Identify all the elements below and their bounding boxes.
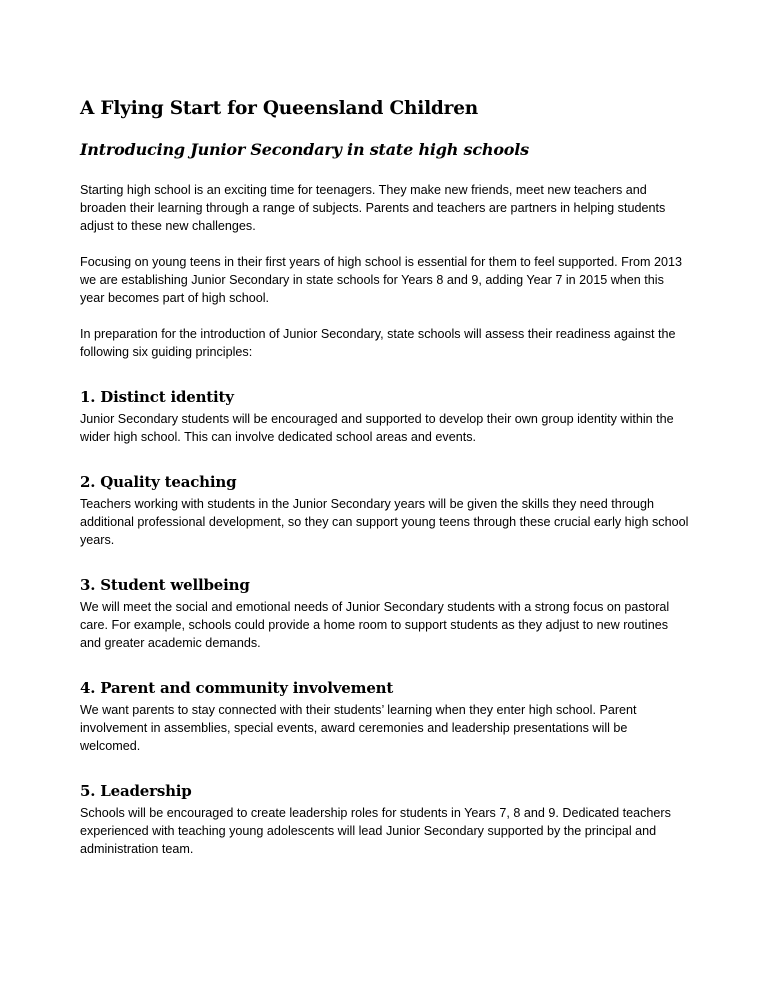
document-page	[80, 98, 690, 858]
section-heading: 5. Leadership	[80, 782, 192, 801]
section-body: We will meet the social and emotional needs of Junior Secondary students with a strong focus on pastoral care. For example, schools could provide a home room to support students as they adjust to new routines and greater academic demands.	[80, 600, 670, 651]
document-title: A Flying Start for Queensland Children	[80, 98, 479, 119]
section-heading: 2. Quality teaching	[80, 473, 237, 492]
section-body: We want parents to stay connected with their students’ learning when they enter high school. Parent involvement in assemblies, special events, award ceremonies and leadership presentations will be welcomed.	[80, 703, 637, 754]
section-quality-teaching	[80, 473, 690, 549]
section-heading: 4. Parent and community involvement	[80, 679, 394, 698]
intro-paragraph-2: Focusing on young teens in their first years of high school is essential for them to feel supported. From 2013 we are establishing Junior Secondary in state schools for Years 8 and 9, adding Year 7 in 2015 when this year becomes part of high school.	[80, 255, 683, 306]
section-student-wellbeing	[80, 576, 690, 652]
section-body: Teachers working with students in the Junior Secondary years will be given the skills they need through additional professional development, so they can support young teens through these crucial early high school years.	[80, 497, 689, 548]
section-parent-community-involvement	[80, 679, 690, 755]
intro-paragraph-1: Starting high school is an exciting time for teenagers. They make new friends, meet new teachers and broaden their learning through a range of subjects. Parents and teachers are partners in helping students adjust to these new challenges.	[80, 183, 666, 234]
section-heading: 1. Distinct identity	[80, 388, 234, 407]
section-distinct-identity	[80, 388, 690, 446]
section-body: Junior Secondary students will be encouraged and supported to develop their own group identity within the wider high school. This can involve dedicated school areas and events.	[80, 412, 674, 445]
intro-paragraph-3: In preparation for the introduction of Junior Secondary, state schools will assess their readiness against the following six guiding principles:	[80, 327, 676, 360]
section-heading: 3. Student wellbeing	[80, 576, 250, 595]
section-leadership	[80, 782, 690, 858]
document-subtitle: Introducing Junior Secondary in state high schools	[80, 140, 529, 160]
section-body: Schools will be encouraged to create leadership roles for students in Years 7, 8 and 9. Dedicated teachers experienced with teaching young adolescents will lead Junior Secondary supported by the principal and administration team.	[80, 806, 671, 857]
